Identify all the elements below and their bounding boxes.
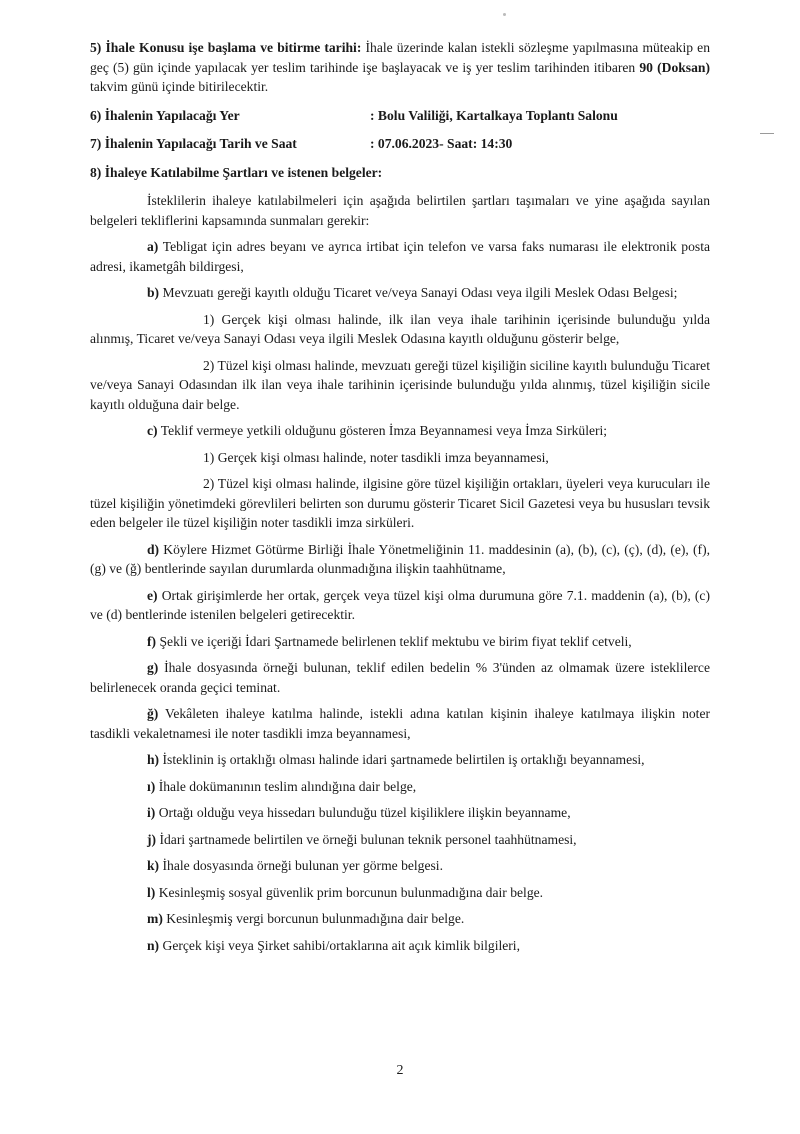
- item-c-sub-1: 1) Gerçek kişi olması halinde, noter tasdikli imza beyannamesi,: [203, 449, 549, 465]
- section-6: [90, 106, 710, 126]
- item-m-letter: m): [147, 911, 163, 926]
- section-6-label: 6) İhalenin Yapılacağı Yer: [90, 107, 240, 123]
- item-h-text: İsteklinin iş ortaklığı olması halinde idari şartnamede belirtilen iş ortaklığı beyannamesi,: [162, 752, 645, 767]
- item-l-letter: l): [147, 884, 156, 900]
- page-number: 2: [396, 1063, 404, 1078]
- item-l: [90, 883, 710, 903]
- section-5-label: 5) İhale Konusu işe başlama ve bitirme tarihi:: [90, 40, 362, 55]
- item-d: [90, 540, 710, 579]
- item-a: [90, 237, 710, 276]
- item-j: [90, 830, 710, 850]
- item-i: [90, 803, 710, 823]
- section-5-text-b: takvim günü içinde bitirilecektir.: [90, 79, 269, 94]
- item-c-text: Teklif vermeye yetkili olduğunu gösteren İmza Beyannamesi veya İmza Sirküleri;: [160, 423, 608, 438]
- item-i-dotless: [90, 777, 710, 797]
- item-i-letter: i): [147, 805, 156, 820]
- margin-mark: [760, 133, 774, 134]
- item-e: [90, 586, 710, 625]
- item-g-breve-text: Vekâleten ihaleye katılma halinde, istekli adına katılan kişinin ihaleye katılmaya ilişkin noter tasdikli vekaletnamesi ile noter tasdikli imza beyannamesi,: [90, 706, 710, 741]
- section-7-label: 7) İhalenin Yapılacağı Tarih ve Saat: [90, 136, 297, 151]
- item-j-text: İdari şartnamede belirtilen ve örneği bulunan teknik personel taahhütnamesi,: [159, 831, 577, 847]
- item-l-text: Kesinleşmiş sosyal güvenlik prim borcunun bulunmadığına dair belge.: [158, 884, 544, 900]
- item-m: [90, 909, 710, 929]
- section-5-text-a: İhale üzerinde kalan istekli sözleşme yapılmasına müteakip en geç (5) gün içinde yapılacak yer teslim tarihinde işe başlayacak ve iş yer teslim tarihinden itibaren: [90, 40, 710, 75]
- section-8-intro: İsteklilerin ihaleye katılabilmeleri için aşağıda belirtilen şartları taşımaları ve yine aşağıda sayılan belgeleri tekliflerini kapsamında sunmaları gerekir:: [90, 193, 710, 228]
- item-j-letter: j): [147, 831, 157, 847]
- item-i-dotless-text: İhale dokümanının teslim alındığına dair belge,: [158, 778, 417, 794]
- item-b-text: Mevzuatı gereği kayıtlı olduğu Ticaret ve/veya Sanayi Odası veya ilgili Meslek Odası Belgesi;: [162, 285, 678, 300]
- item-b-sub-2: 2) Tüzel kişi olması halinde, mevzuatı gereği tüzel kişiliğin siciline kayıtlı bulunduğu Ticaret ve/veya Sanayi Odasından ilk ilan veya ihale tarihinin içerisinde bulunduğu yılda alınmış, tüzel kişiliğin sicile kayıtlı olduğuna dair belge.: [90, 357, 710, 412]
- item-n-letter: n): [147, 937, 160, 953]
- item-a-text: Tebligat için adres beyanı ve ayrıca irtibat için telefon ve varsa faks numarası ile elektronik posta adresi, ikametgâh bildirgesi,: [90, 239, 711, 274]
- item-g-letter: g): [147, 660, 159, 675]
- item-i-dotless-letter: ı): [147, 778, 156, 794]
- item-e-letter: e): [147, 587, 158, 603]
- item-a-letter: a): [147, 239, 159, 254]
- item-b-letter: b): [147, 285, 160, 300]
- item-n: [90, 936, 710, 956]
- item-b: [90, 283, 710, 303]
- item-d-text: Köylere Hizmet Götürme Birliği İhale Yönetmeliğinin 11. maddesinin (a), (b), (c), (ç), (d), (e), (f), (g) ve (ğ) bentlerinde sayılan durumlarda olunmadığına ilişkin taahhütname,: [90, 541, 710, 576]
- section-6-value: : Bolu Valiliği, Kartalkaya Toplantı Salonu: [370, 107, 618, 123]
- section-5: [90, 38, 710, 97]
- item-f-letter: f): [147, 633, 157, 649]
- item-k-text: İhale dosyasında örneği bulunan yer görme belgesi.: [162, 858, 443, 873]
- scan-speck: [503, 13, 506, 16]
- item-f-text: Şekli ve içeriği İdari Şartnamede belirlenen teklif mektubu ve birim fiyat teklif cetveli,: [159, 633, 632, 649]
- item-h-letter: h): [147, 752, 160, 767]
- item-k: [90, 856, 710, 876]
- item-e-text: Ortak girişimlerde her ortak, gerçek veya tüzel kişi olma durumuna göre 7.1. maddenin (a), (b), (c) ve (d) bentlerinde istenilen belgeleri getirecektir.: [90, 587, 710, 622]
- section-8-label: 8) İhaleye Katılabilme Şartları ve istenen belgeler:: [90, 164, 383, 180]
- item-m-text: Kesinleşmiş vergi borcunun bulunmadığına dair belge.: [166, 911, 465, 926]
- document-body: [90, 38, 710, 955]
- item-g-breve-letter: ğ): [147, 706, 159, 721]
- item-g-text: İhale dosyasında örneği bulunan, teklif edilen bedelin % 3'ünden az olmamak üzere isteklilerce belirlenecek oranda geçici teminat.: [90, 660, 710, 695]
- item-h: [90, 750, 710, 770]
- section-5-duration: 90 (Doksan): [639, 59, 710, 75]
- item-n-text: Gerçek kişi veya Şirket sahibi/ortaklarına ait açık kimlik bilgileri,: [162, 937, 520, 953]
- item-c: [90, 421, 710, 441]
- item-f: [90, 632, 710, 652]
- item-k-letter: k): [147, 858, 160, 873]
- item-d-letter: d): [147, 541, 160, 557]
- item-b-sub-1: 1) Gerçek kişi olması halinde, ilk ilan veya ihale tarihinin içerisinde bulunduğu yılda alınmış, Ticaret ve/veya Sanayi Odası veya ilgili Meslek Odasına kayıtlı olduğunu gösterir belge,: [90, 311, 710, 346]
- item-g: [90, 658, 710, 697]
- item-g-breve: [90, 704, 710, 743]
- section-7: [90, 134, 710, 154]
- item-c-letter: c): [147, 423, 158, 438]
- section-8-heading: [90, 163, 710, 183]
- item-c-sub-2: 2) Tüzel kişi olması halinde, ilgisine göre tüzel kişiliğin ortakları, üyeleri veya kurucuları ile tüzel kişiliğin yönetimdeki görevlileri belirten son durumu gösterir Ticaret Sicil Gazetesi veya bu hususları tevsik eden belgeler ile tüzel kişiliğin noter tasdikli imza sirküleri.: [90, 476, 710, 530]
- section-7-value: : 07.06.2023- Saat: 14:30: [370, 136, 513, 151]
- item-i-text: Ortağı olduğu veya hissedarı bulunduğu tüzel kişiliklere ilişkin beyanname,: [158, 805, 571, 820]
